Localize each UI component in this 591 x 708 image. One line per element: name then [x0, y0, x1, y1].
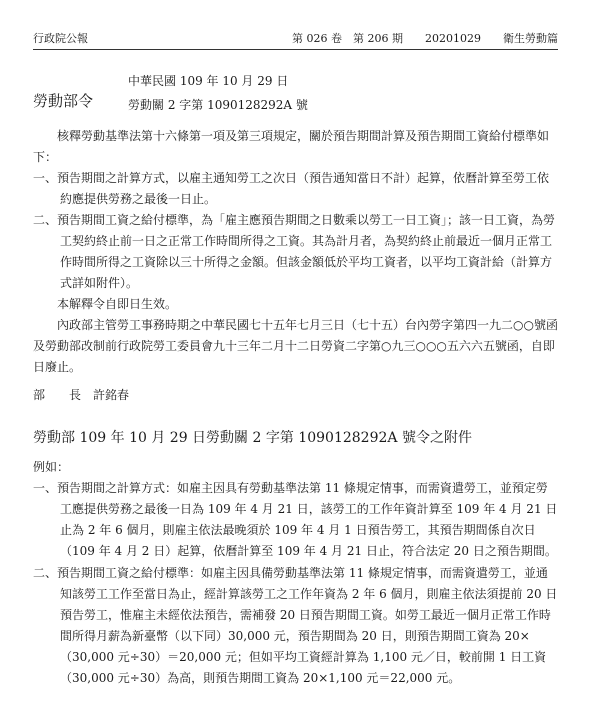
- annex-item-2: 二、預告期間工資之給付標準：如雇主因具備勞動基準法第 11 條規定情事，而需資遣勞工，並通知該勞工工作至當日為止，經計算該勞工之工作年資為 2 年 6 個月，則雇主依法須提前 20 日預告勞工，惟雇主未經依法預告，需補發 20 日預告期間工資。如勞工最近一個月正常工作時間所得月薪為新臺幣（以下同）30,000 元，預告期間為 20 日，則預告期間工資為 20×（30,000 元÷30）＝20,000 元；但如平均工資經計算為 1,100 元／日，較前開 1 日工資（30,000 元÷30）為高，則預告期間工資為 20×1,100 元＝22,000 元。: [33, 566, 558, 685]
- rule-item-2: 二、預告期間工資之給付標準，為「雇主應預告期間之日數乘以勞工一日工資」；該一日工資，為勞工契約終止前一日之正常工作時間所得之工資。其為計月者，為契約終止前最近一個月正常工作時間所得之工資除以三十所得之金額。但該金額低於平均工資者，以平均工資計給（計算方式詳如附件）。: [33, 213, 556, 290]
- order-date: 中華民國 109 年 10 月 29 日: [128, 74, 289, 88]
- order-issuer: 勞動部令: [33, 92, 94, 110]
- issue-info: 第 026 卷 第 206 期 20201029 衛生勞動篇: [292, 32, 558, 45]
- repeal-clause: 內政部主管勞工事務時期之中華民國七十五年七月三日（七十五）台內勞字第四一九二○○號函及勞動部改制前行政院勞工委員會九十三年二月十二日勞資二字第○九三○○○五六六五號函，自即日廢止。: [33, 318, 558, 374]
- intro-paragraph: 核釋勞動基準法第十六條第一項及第三項規定，關於預告期間計算及預告期間工資給付標準如下：: [33, 129, 550, 164]
- gazette-title: 行政院公報: [33, 32, 88, 45]
- annex-item-1: 一、預告期間之計算方式：如雇主因具有勞動基準法第 11 條規定情事，而需資遣勞工，並預定勞工應提供勞務之最後一日為 109 年 4 月 21 日，該勞工的工作年資計算至 109 年 4 月 21 日止為 2 年 6 個月，則雇主依法最晚須於 109 年 4 月 1 日預告勞工，其預告期間係自次日（109 年 4 月 2 日）起算，依曆計算至 109 年 4 月 21 日止，符合法定 20 日之預告期間。: [33, 481, 558, 558]
- header-rule: [33, 49, 558, 50]
- effective-clause: 本解釋令自即日生效。: [57, 297, 178, 311]
- minister-signature: 部 長 許銘春: [33, 388, 130, 402]
- annex-title: 勞動部 109 年 10 月 29 日勞動關 2 字第 1090128292A 號令之附件: [33, 430, 472, 446]
- example-label: 例如：: [33, 460, 70, 474]
- order-number: 勞動關 2 字第 1090128292A 號: [128, 98, 308, 112]
- rule-item-1: 一、預告期間之計算方式，以雇主通知勞工之次日（預告通知當日不計）起算，依曆計算至勞工依約應提供勞務之最後一日止。: [33, 171, 550, 206]
- gazette-header: [33, 30, 558, 48]
